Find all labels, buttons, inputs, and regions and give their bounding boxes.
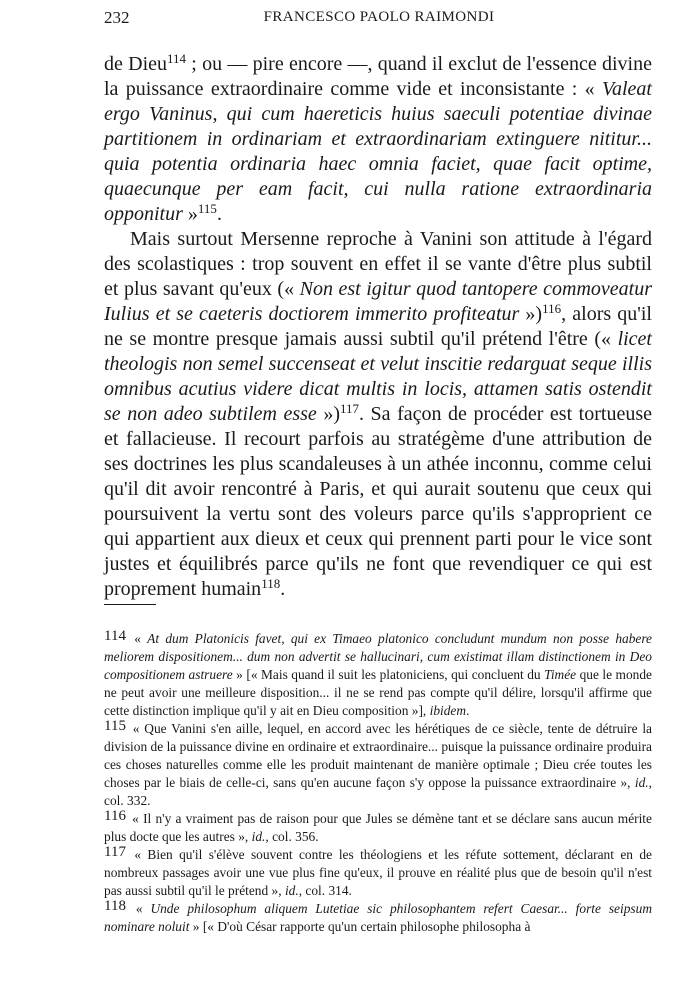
main-text — [104, 52, 652, 602]
text-run: ; ou — pire encore —, quand il exclut de l'essence divine la puissance extraordinaire comme vide et inconsistante : « — [104, 53, 652, 100]
text-run: , col. 332. — [104, 775, 652, 808]
title-ref: Timée — [544, 667, 577, 682]
text-run: . Sa façon de procéder est tortueuse et fallacieuse. Il recourt parfois au stratégème d'une attribution de ses doctrines les plus scandaleuses à un athée inconnu, comme celui qu'il dit avoir rencontré à Paris, et qui aurait soutenu que ceux qui poursuivent la vertu sont des voleurs parce qu'ils s'approprient ce qui appartient aux dieux et ceux qui prennent parti pour le vice sont justes et équilibrés parce qu'ils ne font que revendiquer ce qui est proprement humain — [104, 403, 652, 600]
text-run: » [« Mais quand il suit les platoniciens, qui concluent du — [232, 667, 545, 682]
footnote-separator — [104, 604, 156, 605]
footnote-number: 116 — [104, 808, 126, 824]
text-run: » — [182, 203, 198, 225]
paragraph — [104, 227, 652, 602]
text-run: « Que Vanini s'en aille, lequel, en accord avec les hérétiques de ce siècle, tente de détruire la division de la puissance divine en ordinaire et extraordinaire... puisque la puissance ordinaire produira ces choses naturelles comme elle les produit maintenant de manière optimale ; Dieu crée toutes les choses par le biais de celle-ci, sans qu'en aucune façon s'y oppose la puissance extraordinaire », — [104, 721, 652, 790]
footnote-117 — [104, 846, 652, 900]
footnote-number: 117 — [104, 844, 126, 860]
footnotes — [104, 630, 652, 936]
text-run: Mais surtout Mersenne reproche à Vanini son attitude à l'égard des scolastiques : trop souvent en effet il se vante d'être plus subtil et plus savant qu'eux (« — [104, 228, 652, 300]
text-run: . — [280, 578, 286, 600]
footnote-ref-114: 114 — [167, 51, 187, 66]
text-run: « — [134, 631, 148, 646]
text-run: que le monde ne peut avoir une meilleure disposition... il ne se rend pas compte qu'il délire, lorsqu'il affirme que cette distinction implique qu'il y ait en Dieu composition »], — [104, 667, 652, 718]
text-run: , col. 314. — [298, 883, 352, 898]
footnote-114 — [104, 630, 652, 720]
text-run: , col. 356. — [265, 829, 319, 844]
text-run: » [« D'où César rapporte qu'un certain philosophe philosopha à — [189, 919, 531, 934]
latin-quote: At dum Platonicis favet, qui ex Timaeo platonico concludunt mundum non posse habere meliorem dispositionem... dum non advertit se hallucinari, cum existimat illam distinctionem in Deo compositionem astruere — [104, 631, 652, 682]
text-run: ») — [316, 403, 340, 425]
footnote-ref-115: 115 — [197, 201, 217, 216]
running-title: FRANCESCO PAOLO RAIMONDI — [263, 9, 495, 25]
page-header — [104, 8, 654, 32]
citation-id: id. — [251, 829, 266, 844]
text-run: . — [216, 203, 222, 225]
citation-ibidem: ibidem — [429, 703, 467, 718]
text-run: de Dieu — [104, 53, 168, 75]
footnote-number: 115 — [104, 718, 126, 734]
footnote-number: 118 — [104, 898, 126, 914]
citation-id: id. — [634, 775, 649, 790]
latin-quote: licet theologis non semel succenseat et velut inscitie redarguat seque illis omnibus acutius videre dicat multis in locis, attamen satis ostendit se non adeo subtilem esse — [104, 328, 652, 425]
text-run: . — [466, 703, 470, 718]
footnote-number: 114 — [104, 628, 126, 644]
text-run: , alors qu'il ne se montre presque jamais aussi subtil qu'il prétend l'être (« — [104, 303, 652, 350]
text-run: « Bien qu'il s'élève souvent contre les théologiens et les réfute sottement, déclarant en de nombreux passages avoir une vue plus fine qu'eux, il prouve en réalité plus que de besoin qu'il n'est pas aussi subtil qu'il le prétend », — [104, 847, 652, 898]
text-run: « Il n'y a vraiment pas de raison pour que Jules se démène tant et se déclare sans aucun mérite plus docte que les autres », — [104, 811, 652, 844]
paragraph — [104, 52, 652, 227]
latin-quote: Non est igitur quod tantopere commoveatur Iulius et se caeteris doctiorem immerito profiteatur — [104, 278, 652, 325]
latin-quote: Valeat ergo Vaninus, qui cum haereticis huius saeculi potentiae divinae partitionem in ordinariam et extraordinariam extinguere nititur... quia potentia ordinaria haec omnia faciet, quae facit optime, quaecunque per eam facit, cui nulla ratione extraordinaria opponitur — [104, 78, 652, 225]
footnote-118 — [104, 900, 652, 936]
footnote-115 — [104, 720, 652, 810]
footnote-ref-118: 118 — [261, 576, 281, 591]
footnote-ref-116: 116 — [542, 301, 562, 316]
latin-quote: Unde philosophum aliquem Lutetiae sic philosophantem refert Caesar... forte seipsum nominare noluit — [104, 901, 652, 934]
page-number: 232 — [104, 8, 130, 27]
citation-id: id. — [284, 883, 299, 898]
text-run: ») — [519, 303, 543, 325]
text-run: « — [135, 901, 151, 916]
footnote-ref-117: 117 — [339, 401, 360, 416]
footnote-116 — [104, 810, 652, 846]
